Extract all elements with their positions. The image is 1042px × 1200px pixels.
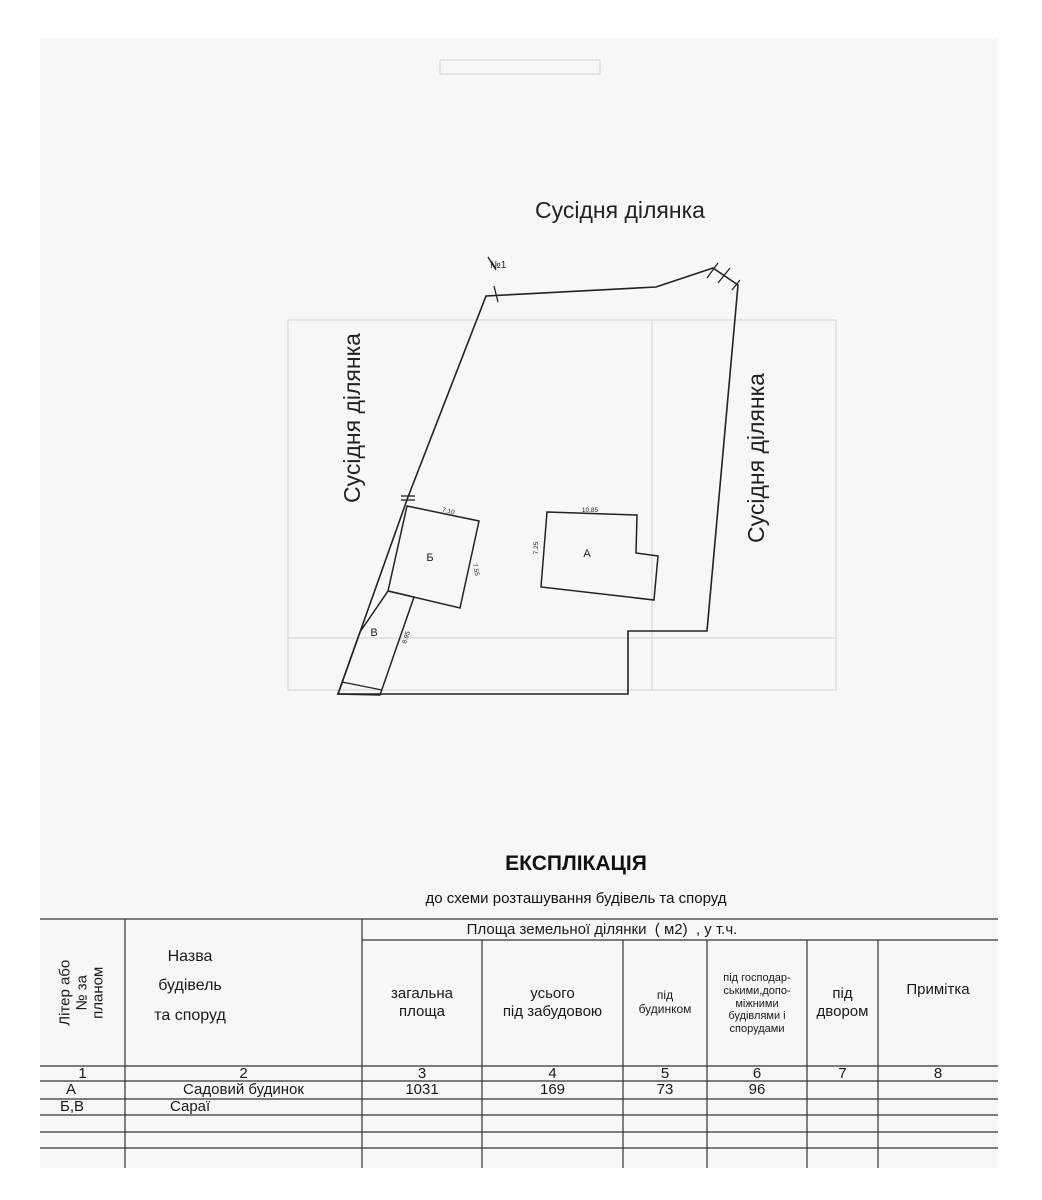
header-col5: під будинком (638, 988, 692, 1016)
building-b-dim-side: 7.55 (470, 562, 481, 577)
col-number-6: 6 (752, 1064, 762, 1082)
building-b-dim-top: 7.10 (441, 506, 456, 517)
building-v-label: В (370, 627, 378, 639)
explication-subtitle: до схеми розташування будівель та споруд (425, 890, 727, 907)
explication-table (40, 914, 998, 1168)
row1-letter: А (66, 1081, 77, 1098)
col-number-7: 7 (838, 1064, 847, 1082)
header-col3: загальна площа (391, 985, 453, 1020)
row1-name: Садовий будинок (183, 1081, 304, 1098)
header-col8: Примітка (906, 981, 970, 998)
boundary-ticks (401, 257, 740, 500)
document-page (40, 38, 998, 1168)
site-plan (40, 38, 998, 838)
explication-title: ЕКСПЛІКАЦІЯ (505, 852, 647, 875)
plot-boundary (338, 268, 738, 694)
header-group: Площа земельної ділянки ( м2) , у т.ч. (466, 920, 738, 938)
row2-letter: Б,В (60, 1098, 85, 1115)
site-plan-drawing (40, 38, 998, 838)
neighbor-label-top: Сусідня ділянка (535, 197, 705, 223)
header-col7: під двором (816, 985, 869, 1020)
row1-house-area: 73 (656, 1081, 674, 1098)
col-number-1: 1 (78, 1064, 87, 1082)
neighbor-label-right: Сусідня ділянка (743, 373, 769, 543)
building-a-outline (541, 512, 658, 600)
building-a-label: А (583, 548, 591, 560)
col-number-2: 2 (239, 1064, 248, 1082)
row2-name: Сараї (170, 1098, 211, 1115)
col-number-4: 4 (548, 1064, 557, 1082)
building-v-dim-side: 8.95 (401, 630, 412, 645)
header-col2: Назва будівель та споруд (154, 948, 226, 1024)
col-number-5: 5 (660, 1064, 670, 1082)
neighbor-label-left: Сусідня ділянка (339, 333, 365, 503)
header-col4: усього під забудовою (502, 985, 603, 1020)
row1-built-area: 169 (539, 1081, 566, 1098)
point-label: №1 (490, 260, 507, 271)
col-number-3: 3 (417, 1064, 427, 1082)
building-a-dim-top: 10.85 (581, 507, 599, 514)
col-number-8: 8 (933, 1064, 943, 1082)
header-col6: під господар- ськими,допо- міжними будівлями і спорудами (723, 972, 791, 1035)
header-col1: Літер або № за планом (56, 960, 107, 1027)
building-a-dim-side: 7.25 (533, 541, 540, 555)
row1-outbuildings-area: 96 (748, 1081, 766, 1098)
building-b-label: Б (426, 552, 434, 564)
row1-total-area: 1031 (405, 1081, 439, 1098)
